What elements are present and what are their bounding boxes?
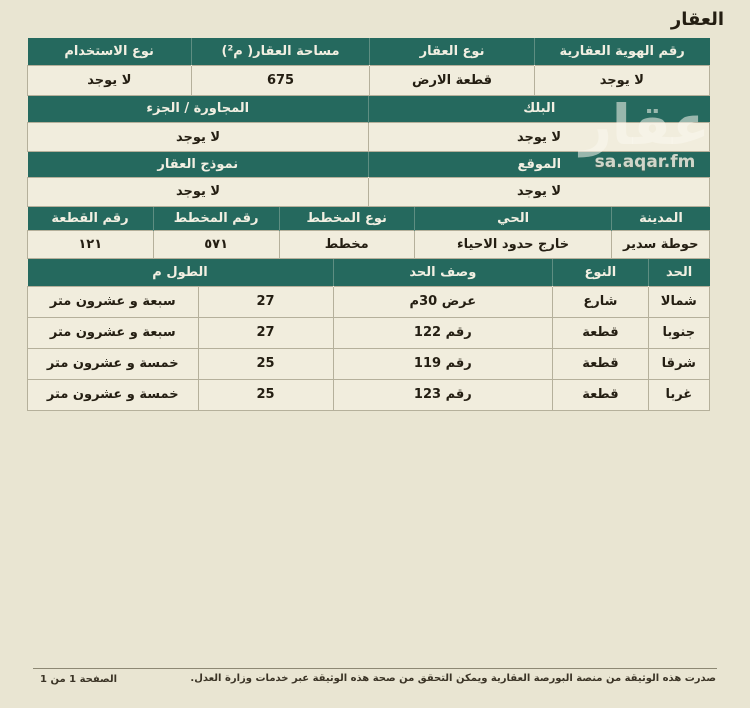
value-block: لا يوجد: [369, 123, 710, 152]
header-property-area: مساحة العقار( م²): [191, 38, 370, 65]
value-boundary-description: رقم 122: [333, 317, 553, 348]
value-boundary-side: شرقا: [648, 348, 709, 379]
table-row: [28, 123, 710, 152]
value-boundary-length-number: 27: [198, 317, 333, 348]
header-plan-type: نوع المخطط: [279, 207, 414, 231]
table-header-row: [28, 152, 710, 177]
value-plot-number: ١٢١: [28, 231, 154, 259]
value-plan-number: ٥٧١: [153, 231, 279, 259]
location-table: [27, 152, 710, 207]
table-header-row: [28, 207, 710, 231]
page-number: الصفحة 1 من 1: [40, 674, 118, 685]
header-identity-number: رقم الهوية العقارية: [534, 38, 709, 65]
boundary-row-south: [28, 317, 710, 348]
header-property-model: نموذج العقار: [28, 152, 369, 177]
header-boundary-type: النوع: [553, 259, 648, 286]
header-boundary-description: وصف الحد: [333, 259, 553, 286]
value-boundary-length-text: سبعة و عشرون متر: [28, 317, 199, 348]
table-header-row: [28, 38, 710, 65]
value-boundary-length-text: خمسة و عشرون متر: [28, 379, 199, 410]
value-boundary-length-text: خمسة و عشرون متر: [28, 348, 199, 379]
table-row: [28, 231, 710, 259]
property-identity-table: [27, 38, 710, 96]
value-boundary-side: جنوبا: [648, 317, 709, 348]
value-district: خارج حدود الاحياء: [414, 231, 612, 259]
value-city: حوطة سدير: [612, 231, 710, 259]
table-row: [28, 177, 710, 206]
value-boundary-type: قطعة: [553, 379, 648, 410]
header-block: البلك: [369, 96, 710, 123]
value-boundary-length-number: 27: [198, 286, 333, 317]
boundaries-table: [27, 259, 710, 411]
value-boundary-side: غربا: [648, 379, 709, 410]
value-boundary-length-number: 25: [198, 348, 333, 379]
page-title: العقار: [670, 9, 724, 30]
value-property-type: قطعة الارض: [370, 65, 534, 95]
boundary-row-east: [28, 348, 710, 379]
header-plan-number: رقم المخطط: [153, 207, 279, 231]
value-location: لا يوجد: [369, 177, 710, 206]
value-neighborhood-part: لا يوجد: [28, 123, 369, 152]
header-district: الحي: [414, 207, 612, 231]
aqar-logo-icon: عقار: [580, 93, 710, 157]
header-boundary: الحد: [648, 259, 709, 286]
value-identity-number: لا يوجد: [534, 65, 709, 95]
value-plan-type: مخطط: [279, 231, 414, 259]
watermark-url: sa.aqar.fm: [594, 152, 696, 172]
block-table: [27, 96, 710, 153]
table-row: [28, 65, 710, 95]
header-neighborhood-part: المجاورة / الجزء: [28, 96, 369, 123]
value-boundary-description: عرض 30م: [333, 286, 553, 317]
value-boundary-type: قطعة: [553, 348, 648, 379]
value-boundary-description: رقم 119: [333, 348, 553, 379]
value-boundary-length-number: 25: [198, 379, 333, 410]
table-header-row: [28, 96, 710, 123]
header-city: المدينة: [612, 207, 710, 231]
footer-note: صدرت هذه الوثيقة من منصة البورصة العقارية ويمكن التحقق من صحة هذه الوثيقة عبر خدمات وزارة العدل.: [190, 673, 716, 684]
value-usage-type: لا يوجد: [28, 65, 192, 95]
header-boundary-length: الطول م: [28, 259, 334, 286]
value-property-model: لا يوجد: [28, 177, 369, 206]
footer: [0, 668, 750, 685]
boundary-row-west: [28, 379, 710, 410]
header-usage-type: نوع الاستخدام: [28, 38, 192, 65]
table-header-row: [28, 259, 710, 286]
header-property-type: نوع العقار: [370, 38, 534, 65]
boundary-row-north: [28, 286, 710, 317]
value-boundary-length-text: سبعة و عشرون متر: [28, 286, 199, 317]
plan-table: [27, 207, 710, 260]
value-property-area: 675: [191, 65, 370, 95]
value-boundary-type: شارع: [553, 286, 648, 317]
value-boundary-side: شمالا: [648, 286, 709, 317]
header-location: الموقع: [369, 152, 710, 177]
value-boundary-description: رقم 123: [333, 379, 553, 410]
header-plot-number: رقم القطعة: [28, 207, 154, 231]
value-boundary-type: قطعة: [553, 317, 648, 348]
